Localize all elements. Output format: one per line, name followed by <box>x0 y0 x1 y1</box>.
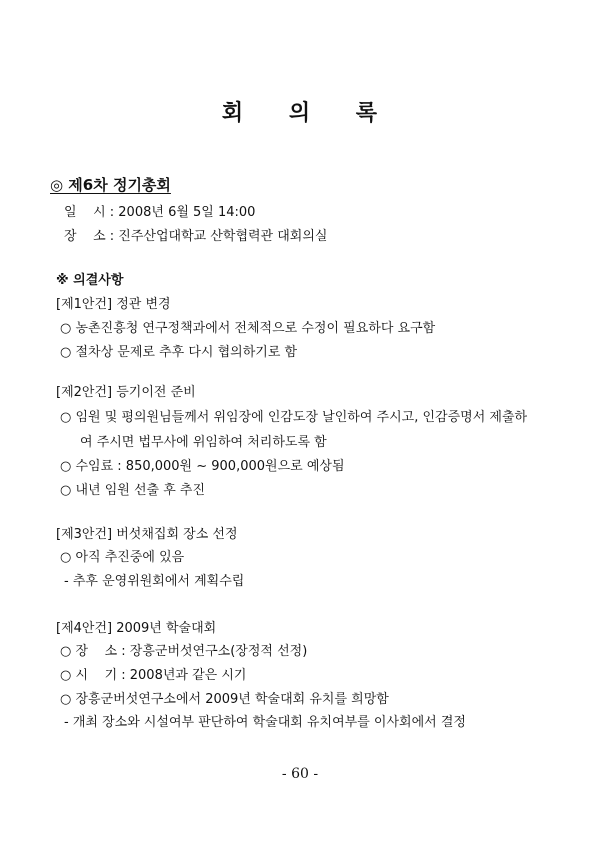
agenda-3-subitem: - 추후 운영위원회에서 계획수립 <box>64 574 245 589</box>
title-char-1: 회 <box>221 100 245 126</box>
agenda-2-item: ○ 임원 및 평의원님들께서 위임장에 인감도장 날인하여 주시고, 인감증명서 제출하 <box>60 410 528 425</box>
title-char-2: 의 <box>288 100 312 126</box>
page-number: - 60 - <box>281 766 319 782</box>
agenda-2-title: [제2안건] 등기이전 준비 <box>56 385 196 400</box>
agenda-4-item: ○ 장흥군버섯연구소에서 2009년 학술대회 유치를 희망함 <box>60 692 389 707</box>
agenda-1-item: ○ 절차상 문제로 추후 다시 협의하기로 함 <box>60 345 298 360</box>
meeting-date: 일 시 : 2008년 6월 5일 14:00 <box>64 205 256 220</box>
agenda-1-title: [제1안건] 정관 변경 <box>56 297 171 312</box>
meeting-place: 장 소 : 진주산업대학교 산학협력관 대회의실 <box>64 229 328 244</box>
agenda-3-item: ○ 아직 추진중에 있음 <box>60 550 185 565</box>
agenda-2-item: ○ 수임료 : 850,000원 ~ 900,000원으로 예상됨 <box>60 459 345 474</box>
agenda-4-item: ○ 장 소 : 장흥군버섯연구소(장정적 선정) <box>60 644 308 659</box>
page-title <box>0 96 600 127</box>
title-char-3: 록 <box>355 100 379 126</box>
agenda-4-subitem: - 개최 장소와 시설여부 판단하여 학술대회 유치여부를 이사회에서 결정 <box>64 715 466 730</box>
agenda-2-item-continued: 여 주시면 법무사에 위임하여 처리하도록 함 <box>80 435 327 450</box>
agenda-4-title: [제4안건] 2009년 학술대회 <box>56 621 217 636</box>
meeting-heading: ◎ 제6차 정기총회 <box>50 176 171 194</box>
agenda-3-title: [제3안건] 버섯채집회 장소 선정 <box>56 527 238 542</box>
agenda-1-item: ○ 농촌진흥청 연구정책과에서 전체적으로 수정이 필요하다 요구함 <box>60 321 436 336</box>
resolution-label: ※ 의결사항 <box>56 273 124 288</box>
agenda-2-item: ○ 내년 임원 선출 후 추진 <box>60 483 206 498</box>
agenda-4-item: ○ 시 기 : 2008년과 같은 시기 <box>60 668 247 683</box>
